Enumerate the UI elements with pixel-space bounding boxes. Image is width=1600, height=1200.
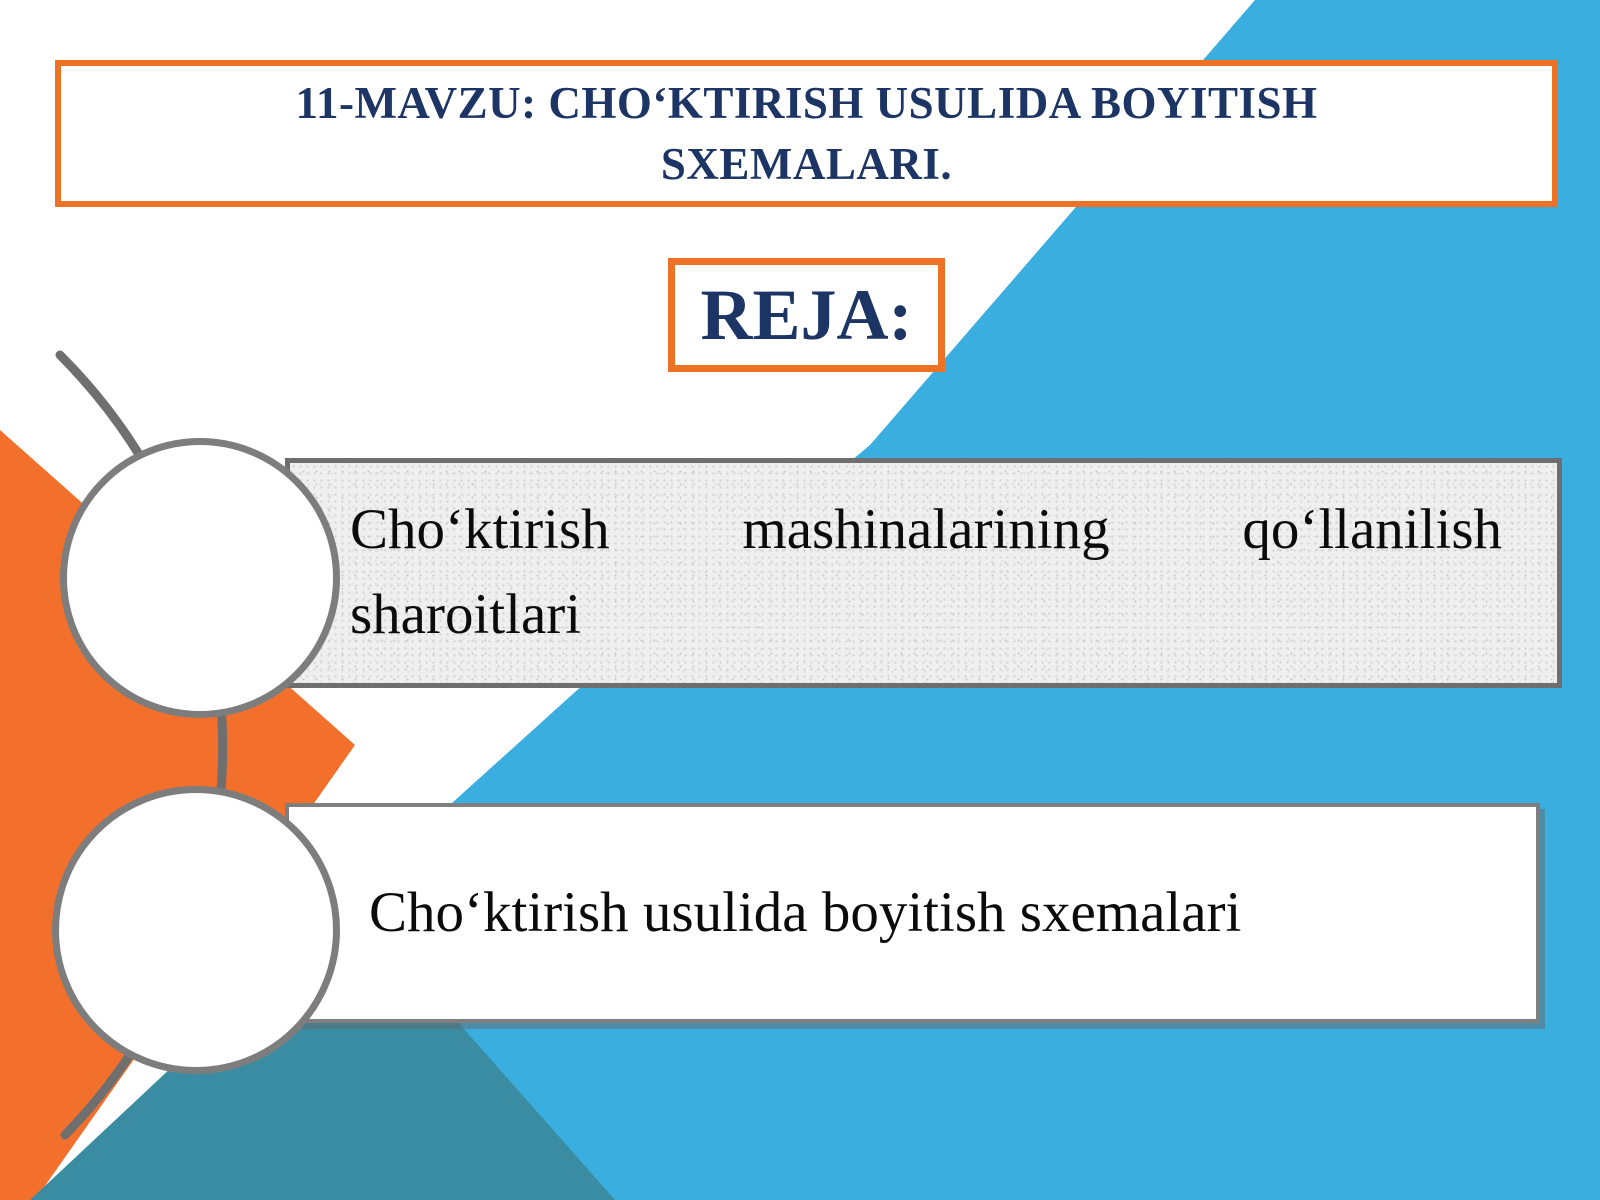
- list-bullet-circle-2: [52, 786, 340, 1074]
- list-bullet-circle-1: [60, 438, 340, 718]
- plan-heading-text: REJA:: [700, 275, 913, 355]
- list-item-1: [285, 458, 1562, 688]
- list-item-2-text: Cho‘ktirish usulida boyitish sxemalari: [369, 880, 1242, 944]
- title-line-1: 11-MAVZU: CHO‘KTIRISH USULIDA BOYITISH: [295, 77, 1318, 128]
- title-box: [55, 60, 1558, 207]
- list-item-1-text-line1: Cho‘ktirish mashinalarining qo‘llanilish: [350, 498, 1502, 561]
- title-line-2: SXEMALARI.: [660, 138, 953, 189]
- list-item-2: [285, 803, 1540, 1023]
- plan-heading-box: [668, 258, 945, 372]
- list-item-1-text-line2: sharoitlari: [350, 583, 582, 646]
